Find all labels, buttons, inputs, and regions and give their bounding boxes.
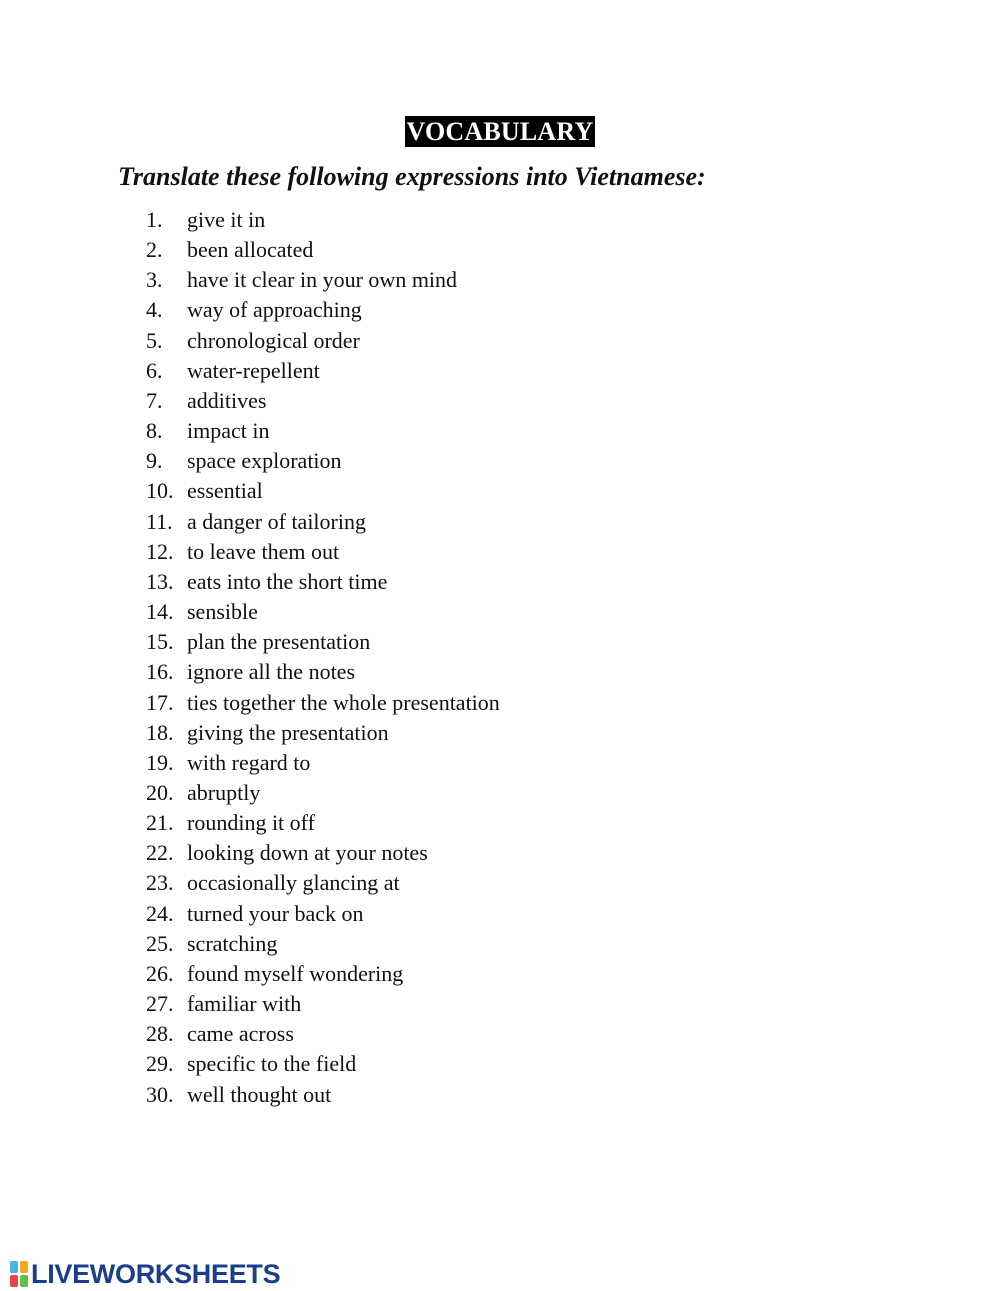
list-item-number: 28. (146, 1021, 174, 1047)
list-item-text: give it in (187, 207, 266, 232)
list-item-text: impact in (187, 418, 270, 444)
list-item-number: 29. (146, 1051, 174, 1077)
list-item-text: abruptly (187, 779, 261, 805)
list-item-text: plan the presentation (187, 629, 371, 655)
list-item-text: came across (187, 1021, 294, 1047)
list-item-text: eats into the short time (187, 568, 388, 594)
list-item-number: 4. (146, 297, 163, 323)
list-item-text: way of approaching (187, 297, 362, 323)
instruction-text: Translate these following expressions into Vietnamese: (118, 162, 706, 191)
list-item-text: been allocated (187, 237, 314, 263)
list-item-number: 11. (146, 508, 173, 534)
list-item-number: 6. (146, 357, 163, 383)
list-item-text: have it clear in your own mind (187, 267, 458, 293)
list-item-number: 18. (146, 719, 174, 745)
list-item-text: sensible (187, 599, 258, 625)
list-item-text: specific to the field (187, 1051, 357, 1077)
list-item-text: chronological order (187, 327, 360, 353)
list-item-text: giving the presentation (187, 719, 389, 745)
page-title: VOCABULARY (406, 117, 594, 146)
list-item-number: 13. (146, 568, 174, 594)
list-item-text: turned your back on (187, 900, 364, 926)
title-container (0, 116, 1000, 147)
list-item-number: 30. (146, 1081, 174, 1107)
list-item-number: 1. (146, 207, 163, 232)
list-item-number: 16. (146, 659, 174, 685)
list-item-number: 15. (146, 629, 174, 655)
list-item-text: scratching (187, 930, 278, 956)
list-item-number: 8. (146, 418, 163, 444)
list-item-text: ties together the whole presentation (187, 689, 500, 715)
list-item-number: 10. (146, 478, 174, 504)
list-item-text: additives (187, 387, 267, 413)
list-item-number: 27. (146, 991, 174, 1017)
list-item-text: ignore all the notes (187, 659, 356, 685)
list-item-number: 25. (146, 930, 174, 956)
list-item-text: found myself wondering (187, 960, 404, 986)
list-item-number: 24. (146, 900, 174, 926)
liveworksheets-logo (10, 1259, 280, 1289)
list-item-number: 26. (146, 960, 174, 986)
list-item-text: looking down at your notes (187, 840, 428, 866)
list-item-number: 9. (146, 448, 163, 474)
list-item-number: 14. (146, 599, 174, 625)
list-item-number: 23. (146, 870, 174, 896)
list-item-number: 5. (146, 327, 163, 353)
list-item-text: to leave them out (187, 538, 340, 564)
list-item-text: familiar with (187, 991, 302, 1017)
list-item-text: with regard to (187, 749, 311, 775)
list-item-number: 20. (146, 779, 174, 805)
list-item-number: 12. (146, 538, 174, 564)
list-item-text: essential (187, 478, 263, 504)
list-item-number: 22. (146, 840, 174, 866)
list-item-text: a danger of tailoring (187, 508, 366, 534)
list-item-text: well thought out (187, 1081, 332, 1107)
list-item-text: water-repellent (187, 357, 320, 383)
list-item-number: 17. (146, 689, 174, 715)
list-item-number: 19. (146, 749, 174, 775)
list-item-number: 7. (146, 387, 163, 413)
list-item-text: occasionally glancing at (187, 870, 400, 896)
logo-text: LIVEWORKSHEETS (31, 1259, 281, 1289)
list-item-text: rounding it off (187, 810, 315, 836)
list-item-number: 21. (146, 810, 174, 836)
list-item-number: 2. (146, 237, 163, 263)
list-item-text: space exploration (187, 448, 342, 474)
liveworksheets-logo-icon (10, 1261, 28, 1287)
list-item-number: 3. (146, 267, 163, 293)
